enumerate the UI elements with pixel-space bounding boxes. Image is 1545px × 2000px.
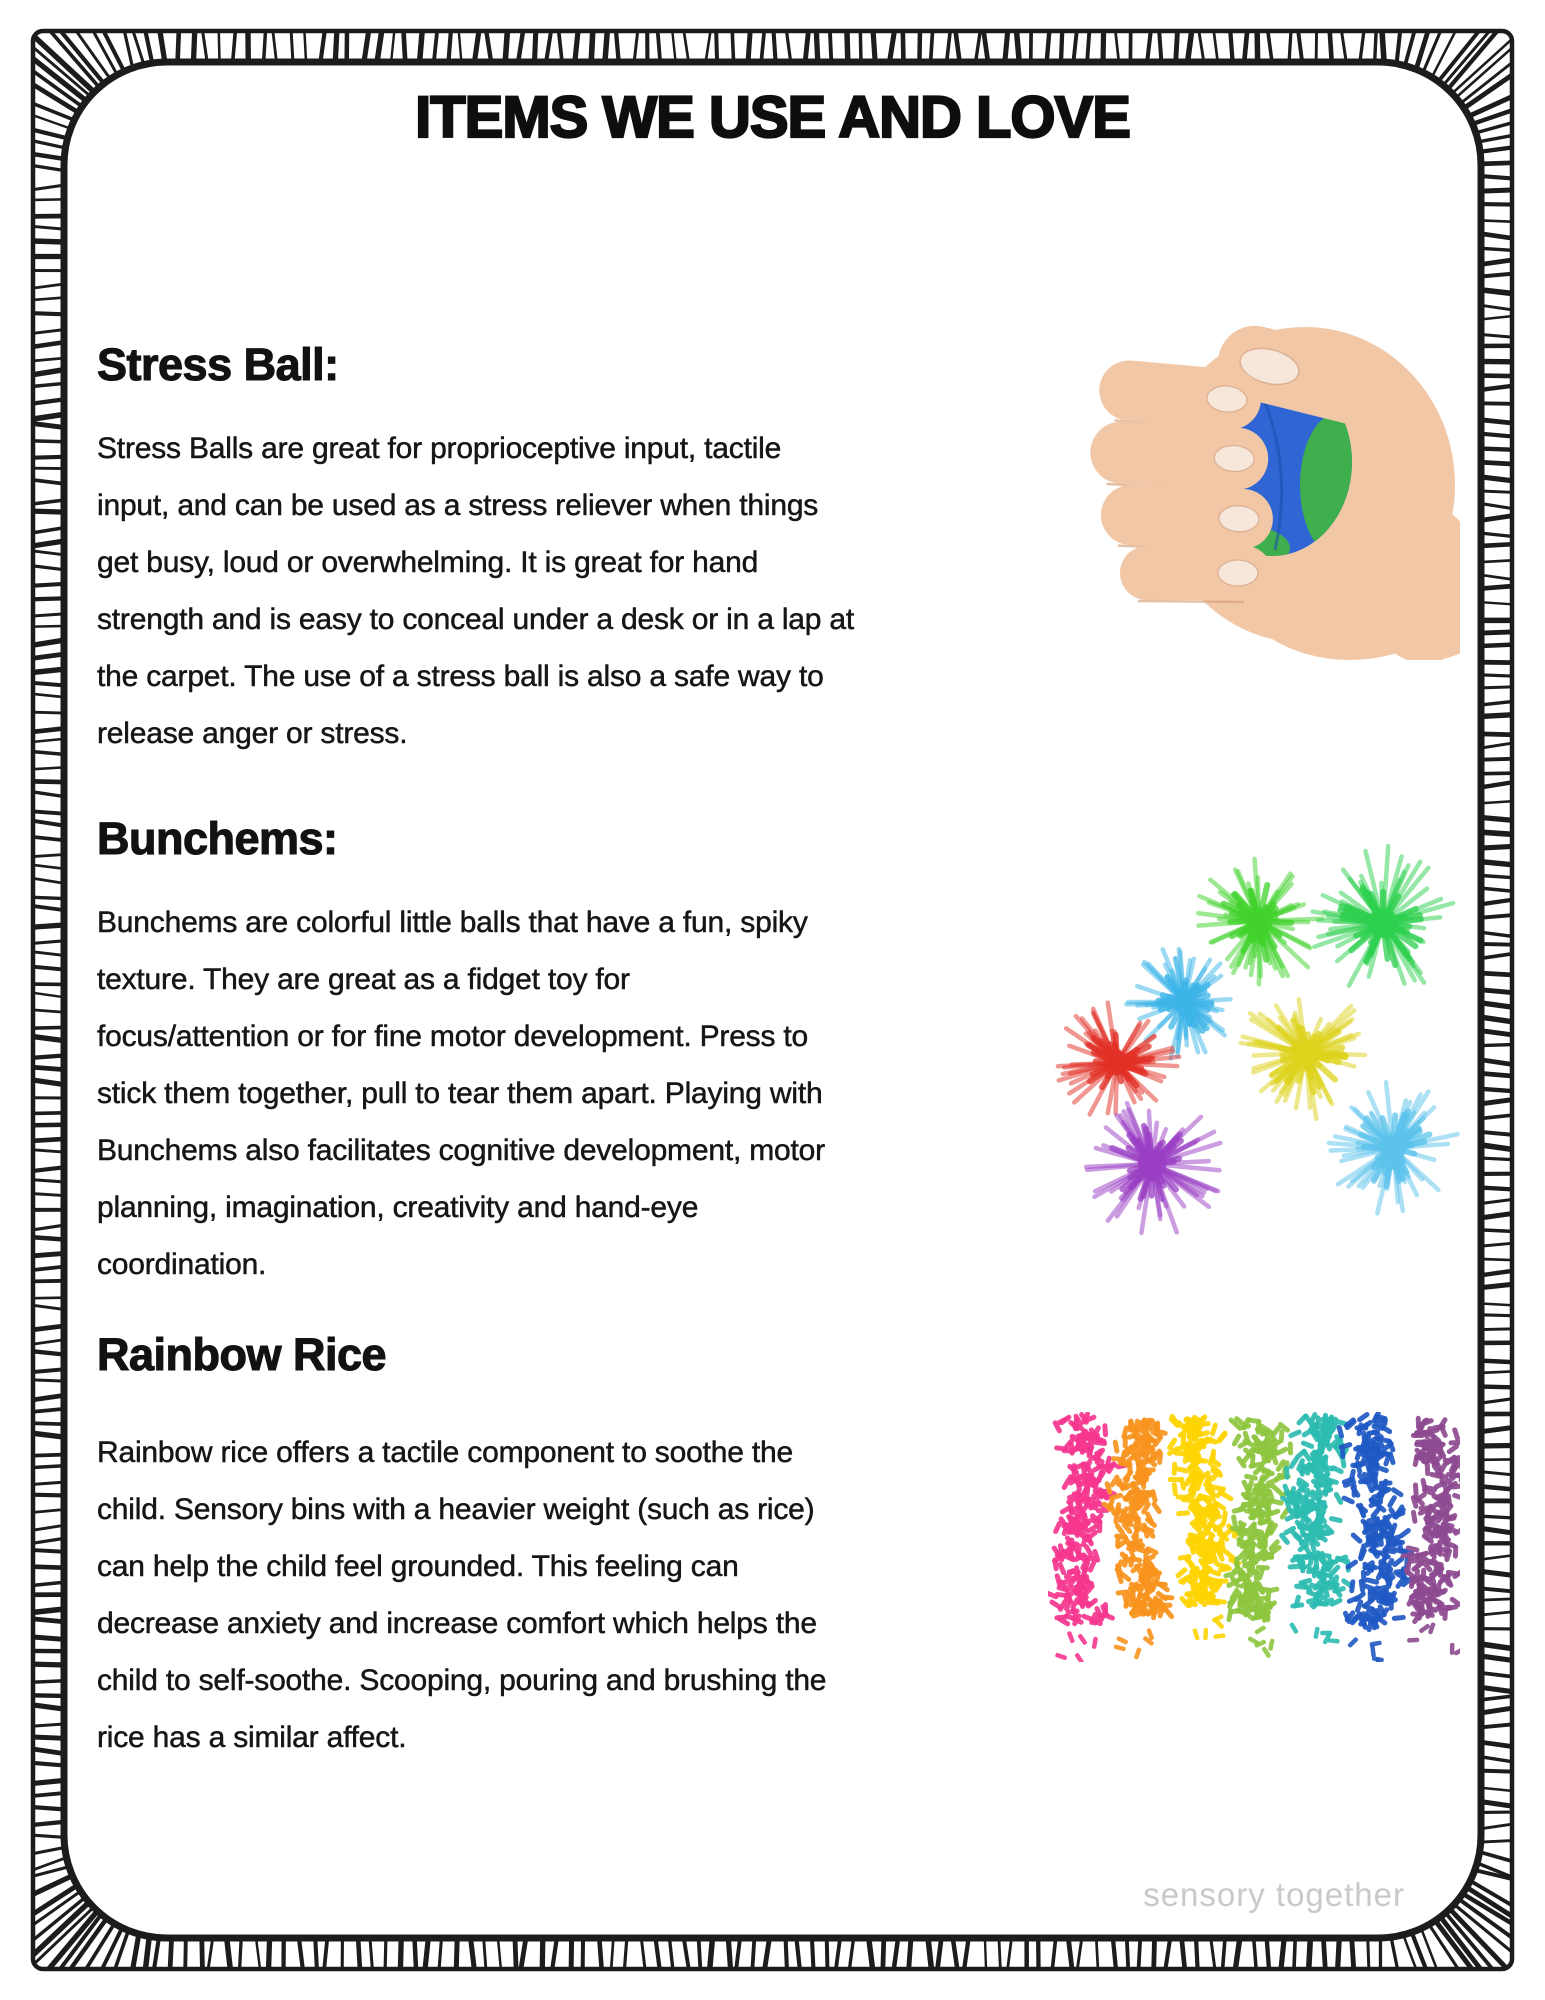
section-text-rainbow-rice bbox=[97, 1424, 826, 1766]
body-line: release anger or stress. bbox=[97, 717, 408, 750]
rainbow-rice-photo bbox=[1048, 1412, 1460, 1662]
stress-ball-photo bbox=[1050, 250, 1460, 660]
body-line: Rainbow rice offers a tactile component to soothe the bbox=[97, 1436, 793, 1469]
body-line: child. Sensory bins with a heavier weight (such as rice) bbox=[97, 1493, 815, 1526]
body-line: can help the child feel grounded. This feeling can bbox=[97, 1550, 739, 1583]
body-line: Stress Balls are great for proprioceptive input, tactile bbox=[97, 432, 782, 465]
body-line: rice has a similar affect. bbox=[97, 1721, 407, 1754]
section-heading-stress-ball: Stress Ball: bbox=[97, 339, 339, 390]
body-line: coordination. bbox=[97, 1248, 267, 1281]
body-line: decrease anxiety and increase comfort which helps the bbox=[97, 1607, 817, 1640]
page-title: ITEMS WE USE AND LOVE bbox=[415, 85, 1130, 150]
section-text-bunchems bbox=[97, 894, 825, 1293]
body-line: input, and can be used as a stress reliever when things bbox=[97, 489, 819, 522]
body-line: strength and is easy to conceal under a desk or in a lap at bbox=[97, 603, 855, 636]
body-line: focus/attention or for fine motor development. Press to bbox=[97, 1020, 809, 1053]
watermark: sensory together bbox=[1143, 1876, 1405, 1913]
body-line: planning, imagination, creativity and hand-eye bbox=[97, 1191, 699, 1224]
body-line: texture. They are great as a fidget toy for bbox=[97, 963, 630, 996]
body-line: Bunchems also facilitates cognitive development, motor bbox=[97, 1134, 825, 1167]
section-heading-bunchems: Bunchems: bbox=[97, 813, 338, 864]
section-heading-rainbow-rice: Rainbow Rice bbox=[97, 1329, 387, 1380]
body-line: the carpet. The use of a stress ball is also a safe way to bbox=[97, 660, 824, 693]
body-line: Bunchems are colorful little balls that have a fun, spiky bbox=[97, 906, 808, 939]
section-text-stress-ball bbox=[97, 420, 854, 762]
body-line: child to self-soothe. Scooping, pouring and brushing the bbox=[97, 1664, 827, 1697]
bunchems-photo bbox=[1020, 828, 1460, 1248]
body-line: get busy, loud or overwhelming. It is great for hand bbox=[97, 546, 759, 579]
body-line: stick them together, pull to tear them apart. Playing with bbox=[97, 1077, 823, 1110]
